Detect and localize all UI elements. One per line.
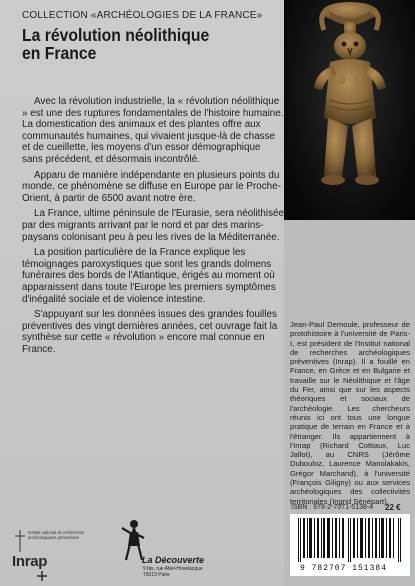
figurine-photo <box>284 0 415 220</box>
blurb-paragraph: Avec la révolution industrielle, la « révolution néolithique » est une des ruptures fondamentales de l'histoire humaine. La domestication des animaux et des plantes offre aux communautés humaines, qui vivaient jusque-là de chasse et de cueillette, les moyens d'un essor démographique sans précédent, et désormais incontrôlé. <box>22 96 284 165</box>
blurb-paragraph: S'appuyant sur les données issues des grandes fouilles préventives des vingt dernières années, cet ouvrage fait la synthèse sur cette « révolution » encore mal connue en France. <box>22 309 278 355</box>
publisher-name: La Découverte <box>142 555 205 565</box>
barcode-number: 9 782707 151384 <box>300 564 388 573</box>
blurb-paragraph: La position particulière de la France explique les témoignages paroxystiques que sont les grands dolmens funéraires des bords de l'Atlantique, érigés au moment où apparaissent dans toute l'Europe les premiers symptômes d'inégalité sociale et de violence intestine. <box>22 247 276 305</box>
figurine-illustration <box>284 0 415 220</box>
book-title-line1: La révolution néolithique <box>22 25 210 45</box>
barcode-bars <box>290 514 410 564</box>
isbn-label: ISBN : 978-2-7071-5138-4 <box>291 504 374 511</box>
publisher-address <box>143 566 213 578</box>
book-title-line2: en France <box>22 43 97 63</box>
book-title <box>22 26 247 62</box>
blurb-paragraph: La France, ultime péninsule de l'Eurasie, sera néolithisée par des migrants arrivant par le nord et par des marins-paysans colonisant peu à peu les rives de la Méditerranée. <box>22 208 284 243</box>
blurb-paragraph: Apparu de manière indépendante en plusieurs points du monde, ce phénomène se diffuse en Europe par le Proche-Orient, à partir de 6500 avant notre ère. <box>22 169 281 204</box>
inrap-cross-icon <box>36 570 48 582</box>
publisher-address-line2: 75013 Paris <box>143 572 170 578</box>
inrap-logo: Inrap <box>12 553 48 570</box>
author-biography: Jean-Paul Demoule, professeur de protohistoire à l'université de Paris-I, est président de l'Institut national de recherches archéologiques préventives (Inrap). Il a fouillé en France, en Grèce et en Bulgarie et travaille sur le Néolithique et l'âge du Fer, ainsi que sur les aspects théoriques et sociaux de l'archéologie. Les chercheurs réunis ici ont tous une longue pratique de terrain en France et à l'étranger. Ils appartiennent à l'Inrap (Richard Cottiaux, Luc Jallot), au CNRS (Jérôme Dubouloz, Laurence Manolakakis, Grégor Marchand), à l'université (François Giligny) ou aux services archéologiques des collectivités territoriales (Ingrid Sénépart). <box>290 320 410 506</box>
collection-label: COLLECTION «ARCHÉOLOGIES DE LA FRANCE» <box>22 10 263 21</box>
blurb <box>22 96 284 359</box>
publisher-address-line1: 9 bis, rue Abel-Hovelacque <box>143 566 203 572</box>
inrap-caption: Institut national de recherches archéologiques préventives <box>28 530 84 540</box>
inrap-figure-icon <box>12 528 28 554</box>
price-label: 22 € <box>385 503 401 512</box>
